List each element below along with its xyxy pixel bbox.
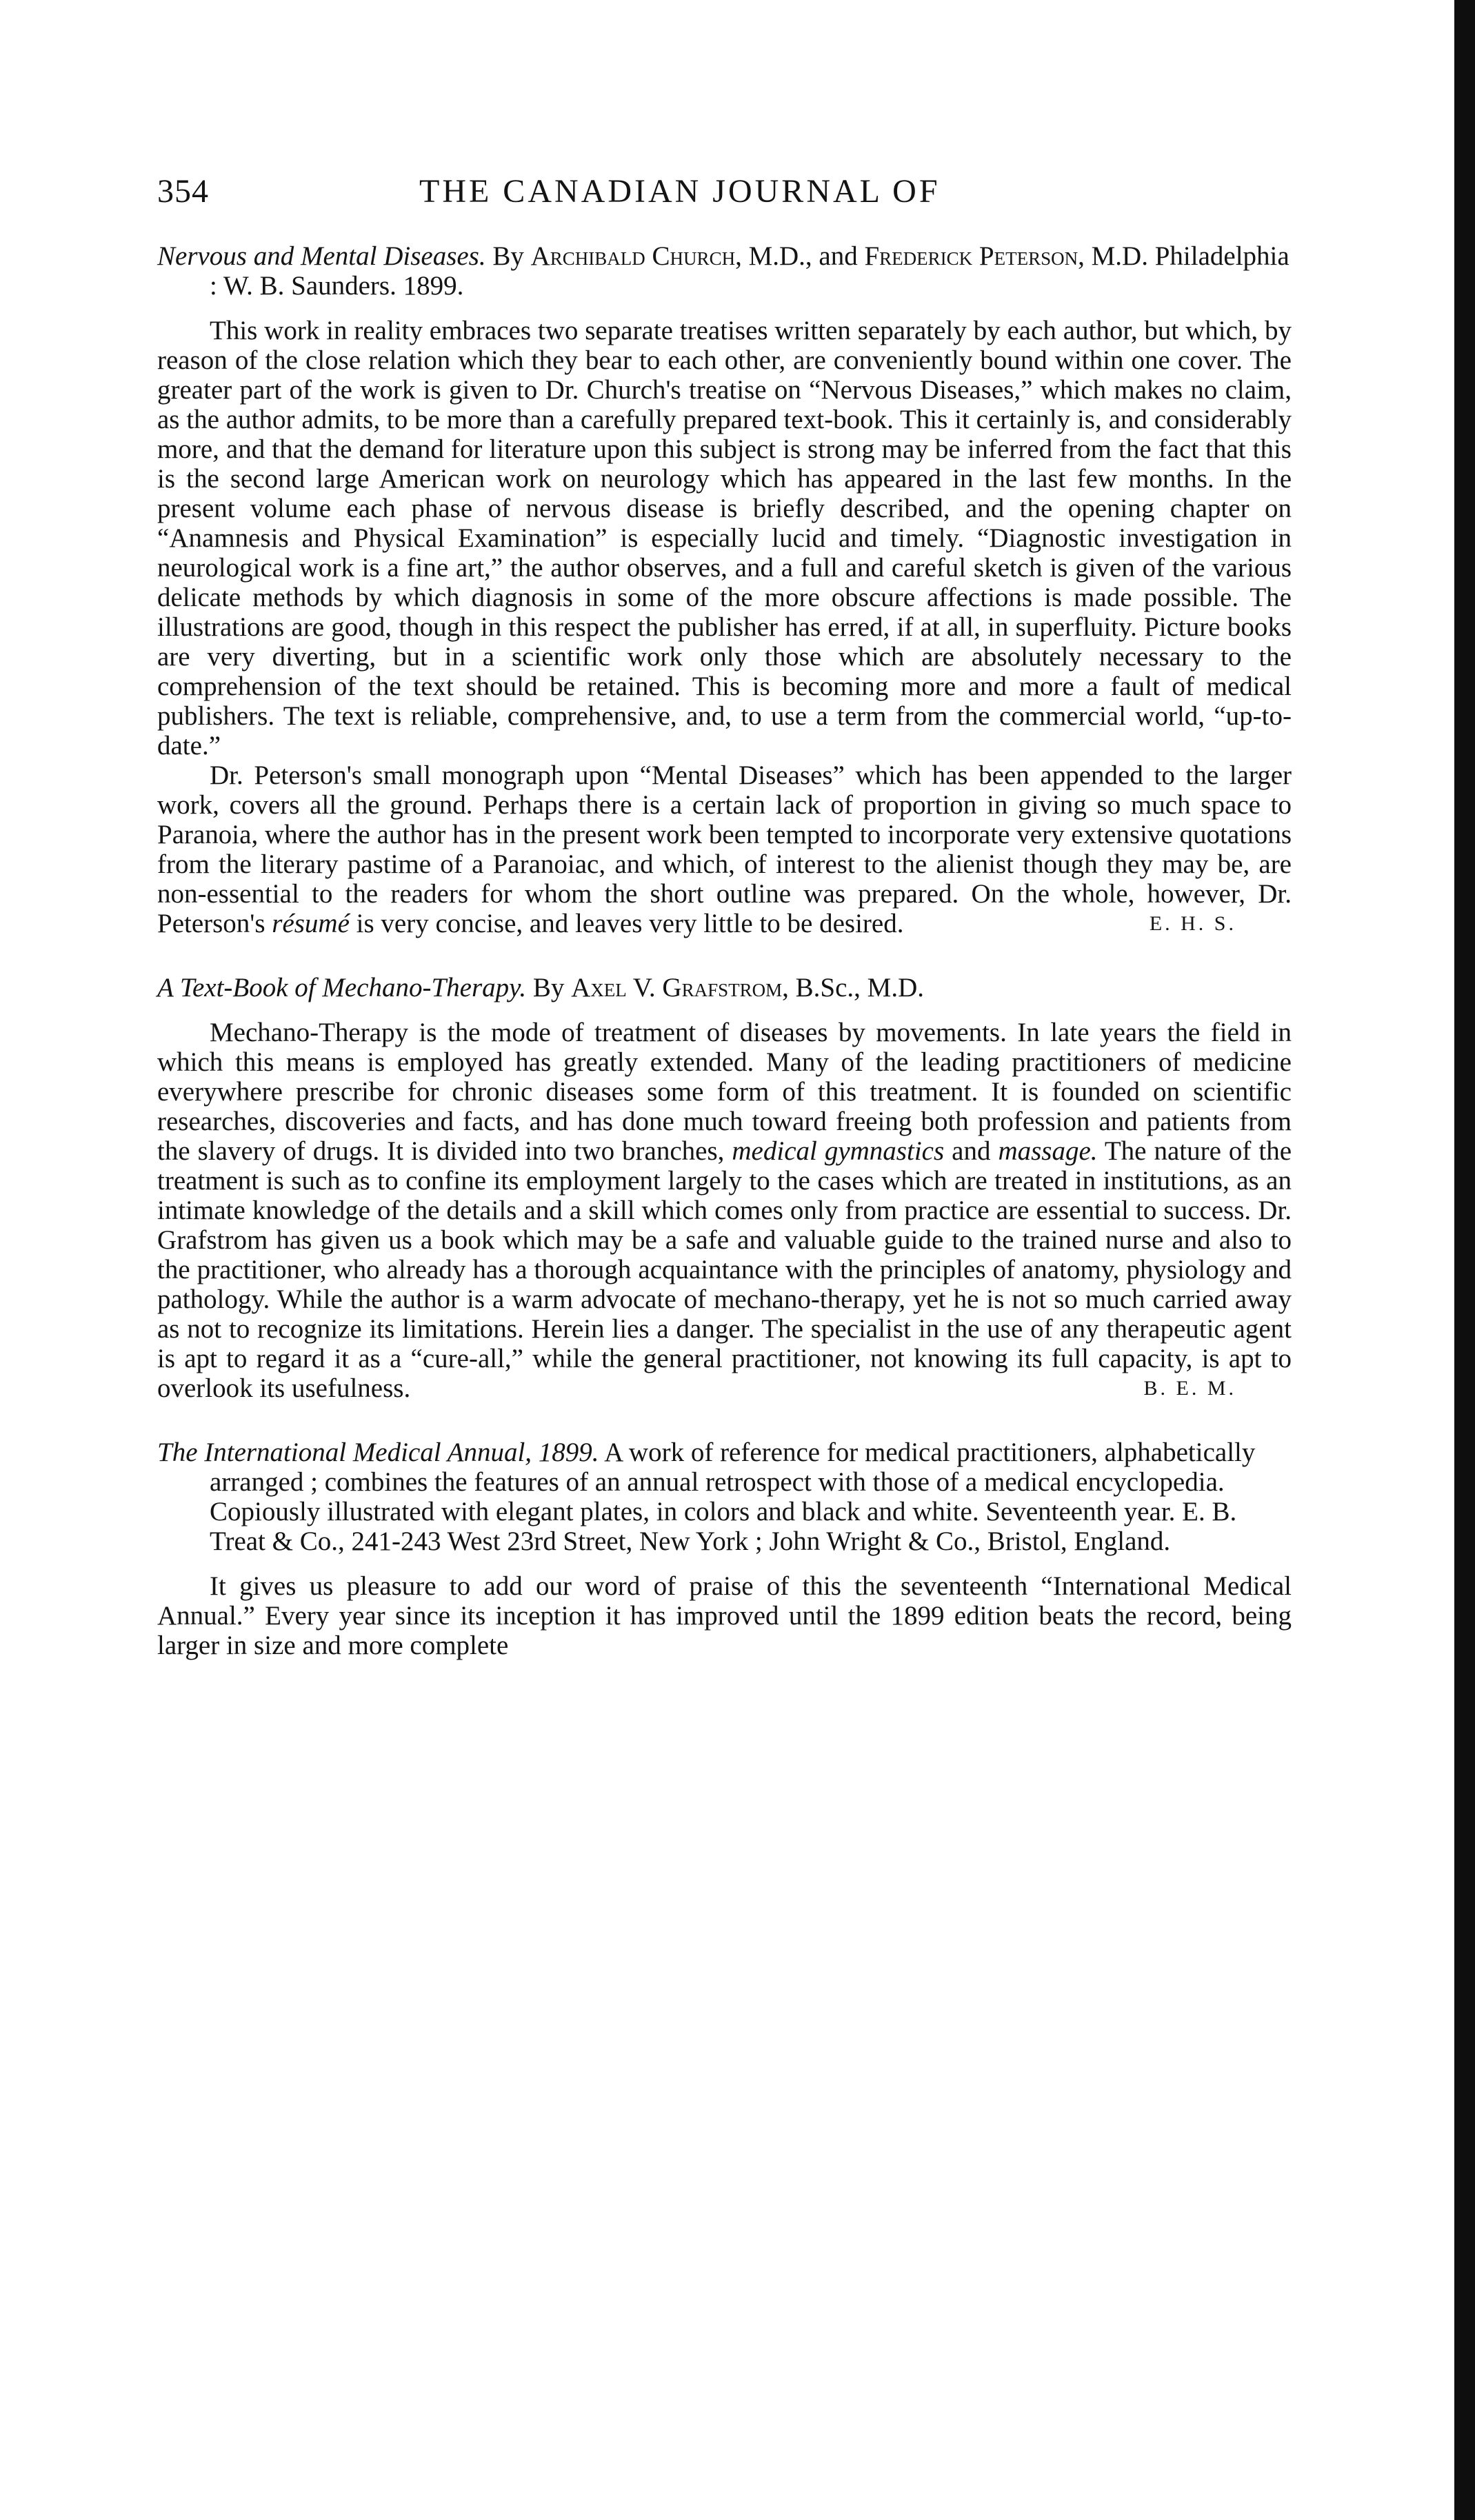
page-content (157, 241, 1292, 1660)
review-paragraph: This work in reality embraces two separate treatises written separately by each author, but which, by reason of the close relation which they bear to each other, are conveniently bound within one cover. The greater part of the work is given to Dr. Church's treatise on “Nervous Diseases,” which makes no claim, as the author admits, to be more than a carefully prepared text-book. This it certainly is, and considerably more, and that the demand for literature upon this subject is strong may be inferred from the fact that this is the second large American work on neurology which has appeared in the last few months. In the present volume each phase of nervous disease is briefly described, and the opening chapter on “Anamnesis and Physical Examination” is especially lucid and timely. “Diagnostic investigation in neurological work is a fine art,” the author observes, and a full and careful sketch is given of the various delicate methods by which diagnosis in some of the more obscure affections is made possible. The illustrations are good, though in this respect the publisher has erred, if at all, in superfluity. Picture books are very diverting, but in a scientific work only those which are absolutely necessary to the comprehension of the text should be retained. This is becoming more and more a fault of medical publishers. The text is reliable, comprehensive, and, to use a term from the commercial world, “up-to-date.” (157, 316, 1292, 760)
reviewer-initials: B. E. M. (1143, 1377, 1236, 1400)
review-nervous-mental-diseases (157, 241, 1292, 938)
page-edge-shadow (1454, 0, 1475, 2520)
page-number: 354 (157, 173, 209, 210)
review-mechano-therapy (157, 973, 1292, 1403)
book-title: A Text-Book of Mechano-Therapy. (157, 973, 527, 1002)
running-title: THE CANADIAN JOURNAL OF (419, 173, 941, 210)
review-paragraph: It gives us pleasure to add our word of praise of this the seventeenth “International Medical Annual.” Every year since its inception it has improved until the 1899 edition beats the record, being larger in size and more complete (157, 1571, 1292, 1660)
publisher-info: Philadelphia : W. B. Saunders. 1899. (210, 241, 1290, 301)
review-international-medical-annual (157, 1438, 1292, 1660)
reviewer-initials: E. H. S. (1149, 912, 1236, 935)
page-header (157, 172, 1292, 214)
author-name: Archibald Church (530, 241, 736, 271)
review-citation: A Text-Book of Mechano-Therapy. By Axel V. Grafstrom, B.Sc., M.D. (157, 973, 924, 1002)
author-name: Axel V. Grafstrom (571, 973, 783, 1002)
review-paragraph: Mechano-Therapy is the mode of treatment of diseases by movements. In late years the field in which this means is employed has greatly extended. Many of the leading practitioners of medicine everywhere prescribe for chronic diseases some form of this treatment. It is founded on scientific researches, discoveries and facts, and has done much toward freeing both profession and patients from the slavery of drugs. It is divided into two branches, medical gymnastics and massage. The nature of the treatment is such as to confine its employment largely to the cases which are treated in institutions, as an intimate knowledge of the details and a skill which comes only from practice are essential to success. Dr. Grafstrom has given us a book which may be a safe and valuable guide to the trained nurse and also to the practitioner, who already has a thorough acquaintance with the principles of anatomy, physiology and pathology. While the author is a warm advocate of mechano-therapy, yet he is not so much carried away as not to recognize its limitations. Herein lies a danger. The specialist in the use of any therapeutic agent is apt to regard it as a “cure-all,” while the general practitioner, not knowing its full capacity, is apt to overlook its usefulness. B. E. M. (157, 1018, 1292, 1403)
review-citation: Nervous and Mental Diseases. By Archibald Church, M.D., and Frederick Peterson, M.D. Philadelphia : W. B. Saunders. 1899. (157, 241, 1290, 301)
book-title: The International Medical Annual, 1899. (157, 1438, 599, 1467)
author-name: Frederick Peterson (864, 241, 1078, 271)
review-citation: The International Medical Annual, 1899. A work of reference for medical practitioners, alphabetically arranged ; combines the features of an annual retrospect with those of a medical encyclopedia. Copiously illustrated with elegant plates, in colors and black and white. Seventeenth year. E. B. Treat & Co., 241-243 West 23rd Street, New York ; John Wright & Co., Bristol, England. (157, 1438, 1256, 1556)
book-title: Nervous and Mental Diseases. (157, 241, 486, 271)
review-paragraph: Dr. Peterson's small monograph upon “Mental Diseases” which has been appended to the larger work, covers all the ground. Perhaps there is a certain lack of proportion in giving so much space to Paranoia, where the author has in the present work been tempted to incorporate very extensive quotations from the literary pastime of a Paranoiac, and which, of interest to the alienist though they may be, are non-essential to the readers for whom the short outline was prepared. On the whole, however, Dr. Peterson's résumé is very concise, and leaves very little to be desired. E. H. S. (157, 760, 1292, 938)
